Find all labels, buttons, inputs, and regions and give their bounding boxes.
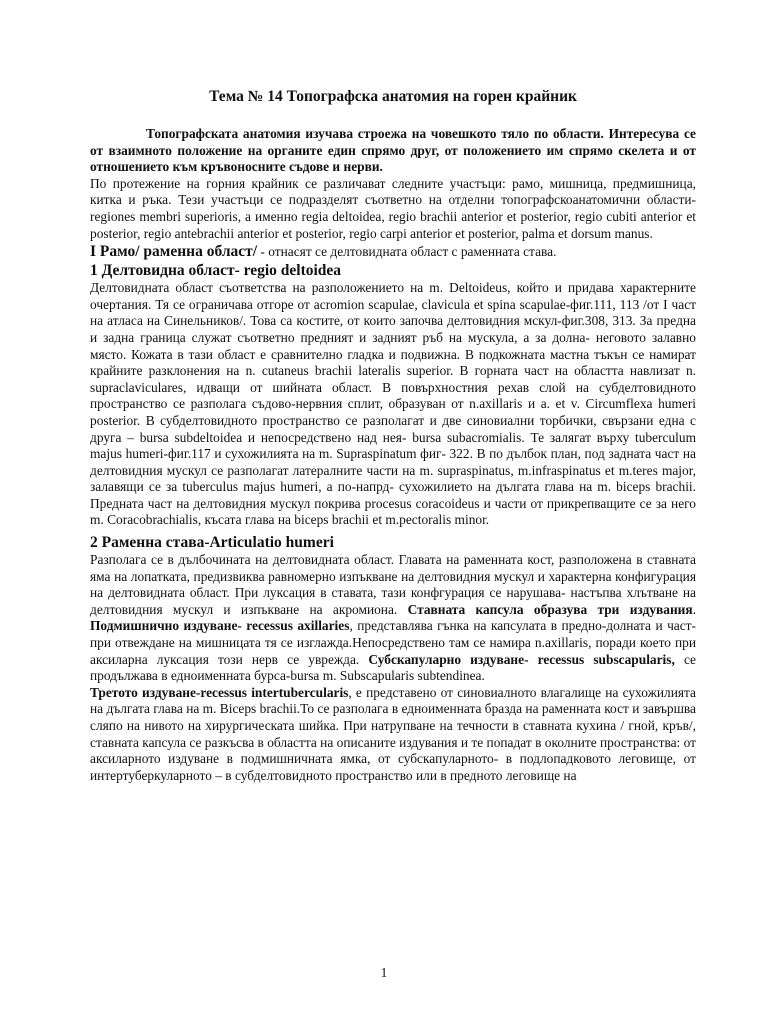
bold-run: Ставната капсула образува три издувания	[407, 601, 693, 617]
text-run: , е представено от синовиалното влагалище на сухожилията на дългата глава на m. Biceps brachii.То се разполага в едноименната бразда на раменната кост и завършва сляпо на нивото на хирургическата шийка. При натрупване на течности в ставната кухина / гной, кръв/, ставната капсула се разкъсва в областта на описаните издувания и те попадат в околните пространства: от аксиларното издуване в подмишничната ямка, от субскапуларното- в подлопадковото леговище, от интертуберкуларното – в субделтовидното пространство или в предното леговище на	[90, 684, 696, 783]
text-run: .	[692, 601, 696, 617]
bold-run: Подмишнично издуване- recessus axillaries	[90, 618, 350, 634]
document-page	[90, 88, 696, 784]
text-run: се продължава в едноименната бурса-bursa m. Subscapularis subtendinea.	[90, 651, 696, 684]
text-run: Разполага се в дълбочината на делтовидната област. Главата на раменната кост, разположена в ставната яма на лопатката, предизвиква равномерно изпъкване на делтовидния мускул и характерна конфигурация на делтовидната област. При луксация в ставата, тази конфгурация се нарушава- настъпва хлътване на делтовидния мускул и изпъкване на акромиона.	[90, 552, 696, 617]
page-number: 1	[380, 965, 388, 980]
section-heading-text: I Рамо/ раменна област/	[90, 243, 258, 261]
section-heading-note: - отнасят се делтовидната област с раменната става.	[257, 244, 557, 260]
subsection-heading-deltoid: 1 Делтовидна област- regio deltoidea	[90, 262, 342, 280]
shoulder-joint-paragraph-2	[90, 685, 696, 785]
bold-run: Субскапуларно издуване- recessus subscapularis,	[368, 651, 675, 667]
text-run: , представлява гънка на капсулата в предно-долната и част- при отвеждане на мишницата тя се изглажда.Непосредствено там се намира n.axillaris, поради което при аксиларна луксация този нерв се уврежда.	[90, 618, 696, 667]
document-title: Тема № 14 Топографска анатомия на горен крайник	[209, 88, 577, 105]
bold-run: Третото издуване-recessus intertubercularis	[90, 684, 349, 700]
intro-paragraph: По протежение на горния крайник се различават следните участъци: рамо, мишница, предмишница, китка и ръка. Тези участъци се подразделят съответно на отделни топографскоанатомични области- regiones membri superioris, а именно regia deltoidea, regio brachii anterior et posterior, regio cubiti anterior et posterior, regio antebrachii anterior et posterior, regio carpi anterior et posterior, palma et dorsum manus.	[90, 175, 696, 241]
deltoid-paragraph: Делтовидната област съответства на разположението на m. Deltoideus, който и придава характерните очертания. Тя се ограничава отгоре от acromion scapulae, clavicula et spina scapulae-фиг.111, 113 /от I част на атласа на Синельников/. Това са костите, от които започва делтовидния мскул-фиг.308, 313. За предна и задна граница служат съответно предният и задният ръб на мускула, а за долна- неговото залавно място. Кожата в тази област е сравнително гладка и подвижна. В подкожната мастна тъкън се намират крайните разклонения на n. cutaneus brachii lateralis superior. В горната част на областта навлизат n. supraclaviculares, идващи от шийната област. В повърхностния рехав слой на субделтовидното пространство се разполага съдово-нервния сплит, образуван от n.axillaris и a. et v. Circumflexa humeri posterior. В субделтовидното пространство се разполагат и две синовиални торбички, свързани една с друга – bursa subdeltoidea и непосредствено над нея- bursa subacromialis. Те залягат върху tuberculum majus humeri-фиг.117 и сухожилията на m. Supraspinatum фиг- 322. В по дълбок план, под задната част на делтовидния мускул се разполагат латералните части на m. supraspinatus, m.infraspinatus et m.teres major, залавящи се за tuberculus majus humeri, а по-напрд- сухожилието на дългата глава на m. biceps brachii. Предната част на делтовидния мускул покрива procesus coracoideus и части от прикрепващите се за него m. Coracobrachialis, късата глава на biceps brachii et m.pectoralis minor.	[90, 280, 696, 528]
subsection-heading-shoulder-joint: 2 Раменна става-Articulatio humeri	[90, 534, 334, 552]
section-heading-shoulder	[90, 242, 696, 261]
shoulder-joint-paragraph-1	[90, 552, 696, 685]
intro-bold-paragraph: Топографската анатомия изучава строежа на човешкото тяло по области. Интересува се от взаимното положение на органите един спрямо друг, от положението им спрямо скелета и от отношението към кръвоносните съдове и нерви.	[90, 126, 696, 175]
